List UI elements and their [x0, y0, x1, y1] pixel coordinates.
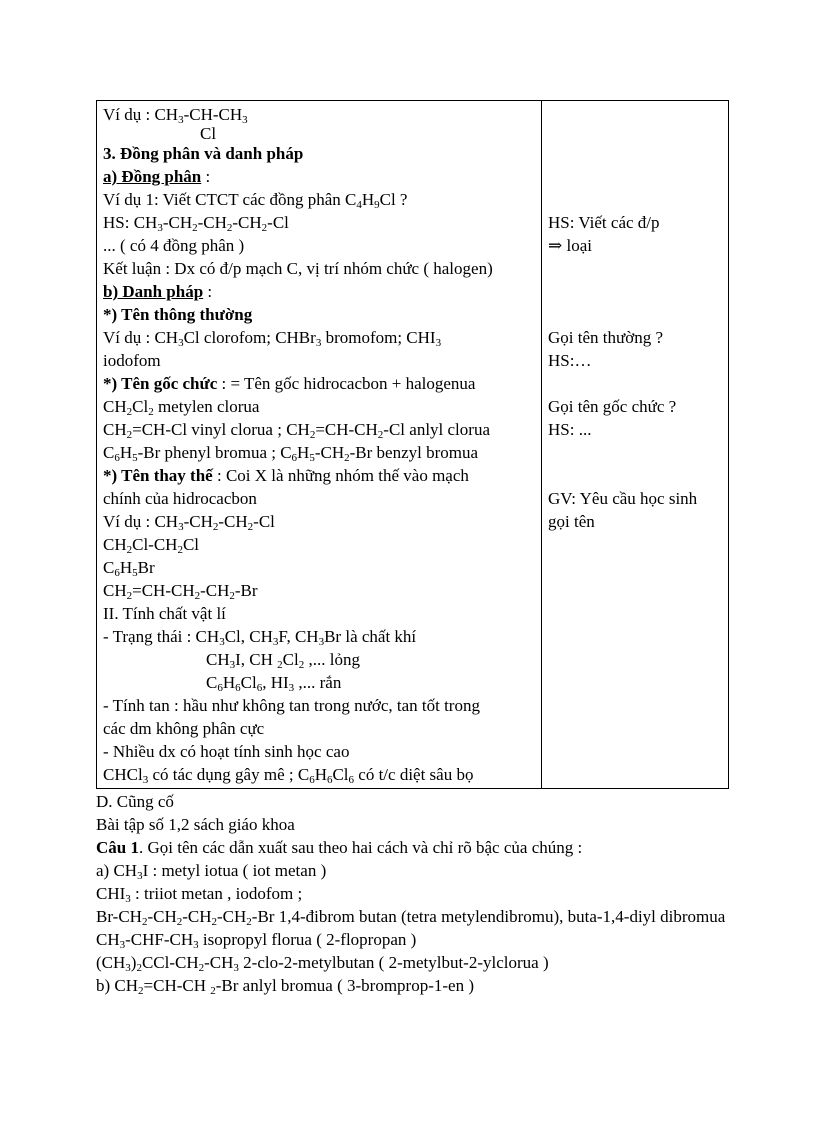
content-column	[97, 101, 542, 789]
functional-example-1: $CH_2Cl_2$ metylen clorua	[103, 397, 260, 418]
activity-column	[542, 101, 729, 789]
substitution-example-1: Ví dụ : $CH_3-CH_2-CH_2-Cl$	[103, 512, 275, 533]
substitution-example-4: $CH_2=CH-CH_2-CH_2-Br$	[103, 581, 258, 602]
common-name-heading: *) Tên thông thường	[103, 305, 253, 324]
homework: Bài tập số 1,2 sách giáo khoa	[96, 815, 295, 834]
after-table-section	[96, 790, 728, 997]
common-name-example-cont: iodofom	[103, 351, 161, 370]
question-1: Câu 1. Gọi tên các dẫn xuất sau theo hai cách và chỉ rõ bậc của chúng :	[96, 838, 583, 857]
bioactivity-example: CHCl$_3$ có tác dụng gây mê ; $C_6H_6Cl_6$ có t/c diệt sâu bọ	[103, 765, 474, 786]
common-name-example: Ví dụ : $CH_3Cl$ clorofom; CHBr$_3$ bromofom; $CHI_3$	[103, 328, 442, 349]
section-heading: 3. Đồng phân và danh pháp	[103, 144, 304, 163]
state-gas: - Trạng thái : $CH_3Cl$, $CH_3F$, $CH_3Br$ là chất khí	[103, 627, 417, 648]
naming-heading: b) Danh pháp :	[103, 282, 213, 301]
activity-hs-1: HS:…	[548, 351, 592, 370]
activity-eliminate: ⇒ loại	[548, 236, 592, 255]
bioactivity: - Nhiều dx có hoạt tính sinh học cao	[103, 742, 350, 761]
answer-methylbutane: $(CH_3)_2CCl-CH_2-CH_3$ 2-clo-2-metylbutan ( 2-metylbut-2-ylclorua )	[96, 953, 549, 974]
functional-example-2: $CH_2=CH-Cl$ vinyl clorua ; $CH_2=CH-CH_2-Cl$ anlyl clorua	[103, 420, 490, 441]
activity-hs-2: HS: ...	[548, 420, 592, 439]
solubility-cont: các dm không phân cực	[103, 719, 265, 738]
lesson-table	[96, 100, 729, 789]
isomer-heading: a) Đồng phân :	[103, 167, 211, 186]
example-branch: Cl	[200, 126, 217, 142]
activity-gv-request-cont: gọi tên	[548, 512, 595, 531]
state-liquid: $CH_3I$, CH $_2Cl_2$ ,... lỏng	[206, 650, 360, 671]
activity-hs-write: HS: Viết các đ/p	[548, 213, 660, 232]
functional-name-heading: *) Tên gốc chức : = Tên gốc hidrocacbon + halogenua	[103, 374, 476, 393]
hs-answer: HS: $CH_3-CH_2-CH_2-CH_2-Cl$	[103, 213, 289, 234]
substitution-example-2: $CH_2Cl-CH_2Cl$	[103, 535, 200, 556]
activity-common-name: Gọi tên thường ?	[548, 328, 663, 347]
substitution-name-cont: chính của hidrocacbon	[103, 489, 257, 508]
answer-b: b) $CH_2=CH-CH$ $_2$-Br anlyl bromua ( 3-bromprop-1-en )	[96, 976, 474, 997]
answer-a: a) $CH_3I$ : metyl iotua ( iot metan )	[96, 861, 327, 882]
example-1: Ví dụ 1: Viết CTCT các đồng phân $C_4H_9Cl$ ?	[103, 190, 408, 211]
answer-dibromobutane: $Br-CH_2-CH_2-CH_2-CH_2-Br$ 1,4-đibrom butan (tetra metylendibromu), buta-1,4-diyl dibromua	[96, 907, 726, 928]
substitution-name-heading: *) Tên thay thế : Coi X là những nhóm thế vào mạch	[103, 466, 469, 485]
isomer-count: ... ( có 4 đồng phân )	[103, 236, 245, 255]
conclusion: Kết luận : Dx có đ/p mạch C, vị trí nhóm chức ( halogen)	[103, 259, 493, 278]
consolidation-heading: D. Cũng cố	[96, 792, 174, 811]
activity-gv-request: GV: Yêu cầu học sinh	[548, 489, 698, 508]
state-solid: $C_6H_6Cl_6$, $HI_3$ ,... rắn	[206, 673, 342, 694]
answer-chi3: $CHI_3$ : triiot metan , iodofom ;	[96, 884, 303, 905]
functional-example-3: $C_6H_5-Br$ phenyl bromua ; $C_6H_5-CH_2-Br$ benzyl bromua	[103, 443, 479, 464]
example-line: Ví dụ : $CH_3-CH-CH_3$	[103, 105, 248, 126]
answer-isopropyl: $CH_3-CHF-CH_3$ isopropyl florua ( 2-flopropan )	[96, 930, 417, 951]
solubility: - Tính tan : hầu như không tan trong nước, tan tốt trong	[103, 696, 480, 715]
substitution-example-3: $C_6H_5Br$	[103, 558, 155, 579]
physical-properties-heading: II. Tính chất vật lí	[103, 604, 226, 623]
activity-functional-name: Gọi tên gốc chức ?	[548, 397, 677, 416]
